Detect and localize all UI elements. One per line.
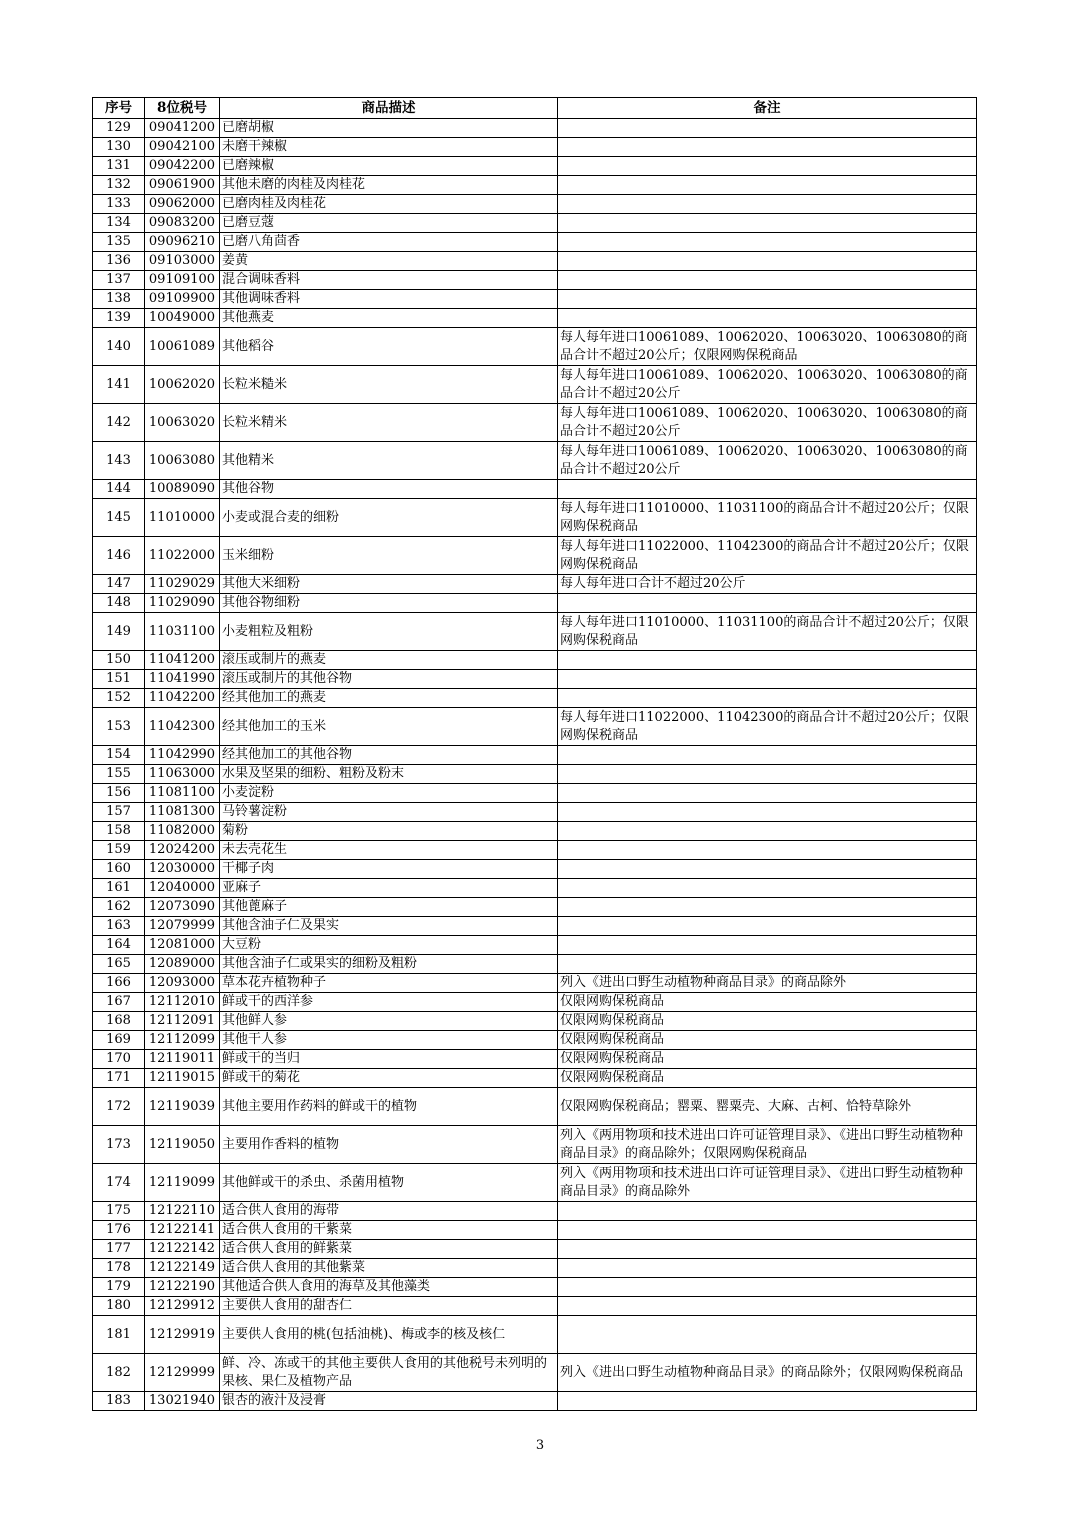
cell-seq: 154 (93, 746, 145, 765)
cell-seq: 179 (93, 1278, 145, 1297)
table-row (93, 1012, 977, 1031)
table-row (93, 993, 977, 1012)
cell-code: 12112099 (145, 1031, 220, 1050)
cell-code: 12112010 (145, 993, 220, 1012)
cell-note (558, 252, 977, 271)
table-row (93, 442, 977, 480)
cell-seq: 133 (93, 195, 145, 214)
cell-desc: 鲜或干的西洋参 (220, 993, 558, 1012)
cell-code: 11010000 (145, 499, 220, 537)
cell-note: 仅限网购保税商品 (558, 993, 977, 1012)
cell-code: 11029090 (145, 594, 220, 613)
cell-note: 列入《两用物项和技术进出口许可证管理目录》、《进出口野生动植物种商品目录》的商品除外；仅限网购保税商品 (558, 1126, 977, 1164)
cell-desc: 适合供人食用的海带 (220, 1202, 558, 1221)
cell-code: 12122190 (145, 1278, 220, 1297)
cell-desc: 未去壳花生 (220, 841, 558, 860)
cell-seq: 182 (93, 1354, 145, 1392)
cell-note (558, 138, 977, 157)
cell-code: 09103000 (145, 252, 220, 271)
cell-note (558, 1278, 977, 1297)
table-body (93, 119, 977, 1411)
cell-code: 11042990 (145, 746, 220, 765)
cell-note (558, 670, 977, 689)
cell-code: 12073090 (145, 898, 220, 917)
cell-note (558, 955, 977, 974)
cell-note (558, 290, 977, 309)
table-row (93, 708, 977, 746)
cell-seq: 155 (93, 765, 145, 784)
cell-code: 11041990 (145, 670, 220, 689)
table-row (93, 1392, 977, 1411)
cell-desc: 经其他加工的其他谷物 (220, 746, 558, 765)
header-desc: 商品描述 (220, 98, 558, 119)
cell-desc: 鲜、冷、冻或干的其他主要供人食用的其他税号未列明的果核、果仁及植物产品 (220, 1354, 558, 1392)
cell-note: 列入《进出口野生动植物种商品目录》的商品除外 (558, 974, 977, 993)
cell-seq: 131 (93, 157, 145, 176)
table-row (93, 1164, 977, 1202)
cell-desc: 滚压或制片的其他谷物 (220, 670, 558, 689)
table-row (93, 1069, 977, 1088)
table-row (93, 575, 977, 594)
cell-note: 每人每年进口11010000、11031100的商品合计不超过20公斤；仅限网购保税商品 (558, 499, 977, 537)
cell-note (558, 1392, 977, 1411)
cell-note (558, 309, 977, 328)
cell-code: 09109100 (145, 271, 220, 290)
cell-desc: 马铃薯淀粉 (220, 803, 558, 822)
cell-desc: 其他蓖麻子 (220, 898, 558, 917)
cell-desc: 主要供人食用的甜杏仁 (220, 1297, 558, 1316)
cell-code: 11031100 (145, 613, 220, 651)
cell-note (558, 879, 977, 898)
cell-code: 10063020 (145, 404, 220, 442)
cell-seq: 168 (93, 1012, 145, 1031)
cell-code: 12030000 (145, 860, 220, 879)
cell-note (558, 214, 977, 233)
cell-desc: 玉米细粉 (220, 537, 558, 575)
cell-desc: 其他谷物 (220, 480, 558, 499)
cell-code: 12089000 (145, 955, 220, 974)
cell-code: 11042300 (145, 708, 220, 746)
cell-code: 11063000 (145, 765, 220, 784)
cell-code: 12024200 (145, 841, 220, 860)
cell-note: 列入《进出口野生动植物种商品目录》的商品除外；仅限网购保税商品 (558, 1354, 977, 1392)
cell-seq: 145 (93, 499, 145, 537)
cell-desc: 其他干人参 (220, 1031, 558, 1050)
cell-code: 11081300 (145, 803, 220, 822)
cell-code: 12129919 (145, 1316, 220, 1354)
cell-seq: 156 (93, 784, 145, 803)
cell-desc: 小麦粗粒及粗粉 (220, 613, 558, 651)
cell-desc: 其他鲜人参 (220, 1012, 558, 1031)
cell-code: 12122110 (145, 1202, 220, 1221)
cell-seq: 146 (93, 537, 145, 575)
table-row (93, 271, 977, 290)
table-row (93, 480, 977, 499)
cell-note (558, 176, 977, 195)
cell-seq: 175 (93, 1202, 145, 1221)
cell-code: 12129912 (145, 1297, 220, 1316)
table-row (93, 328, 977, 366)
cell-note (558, 195, 977, 214)
table-row (93, 157, 977, 176)
cell-code: 11029029 (145, 575, 220, 594)
table-row (93, 879, 977, 898)
cell-note: 每人每年进口11022000、11042300的商品合计不超过20公斤；仅限网购保税商品 (558, 708, 977, 746)
table-row (93, 594, 977, 613)
cell-seq: 177 (93, 1240, 145, 1259)
cell-note (558, 157, 977, 176)
cell-note (558, 860, 977, 879)
cell-note: 每人每年进口10061089、10062020、10063020、10063080的商品合计不超过20公斤；仅限网购保税商品 (558, 328, 977, 366)
cell-desc: 干椰子肉 (220, 860, 558, 879)
cell-seq: 144 (93, 480, 145, 499)
table-row (93, 841, 977, 860)
table-row (93, 1240, 977, 1259)
cell-code: 12119039 (145, 1088, 220, 1126)
cell-seq: 153 (93, 708, 145, 746)
table-row (93, 1031, 977, 1050)
cell-note (558, 746, 977, 765)
cell-note (558, 936, 977, 955)
table-row (93, 404, 977, 442)
cell-note (558, 841, 977, 860)
header-seq: 序号 (93, 98, 145, 119)
cell-seq: 173 (93, 1126, 145, 1164)
cell-desc: 小麦淀粉 (220, 784, 558, 803)
cell-desc: 其他适合供人食用的海草及其他藻类 (220, 1278, 558, 1297)
cell-desc: 其他含油子仁或果实的细粉及粗粉 (220, 955, 558, 974)
cell-code: 12119099 (145, 1164, 220, 1202)
cell-code: 09042100 (145, 138, 220, 157)
table-row (93, 936, 977, 955)
cell-seq: 180 (93, 1297, 145, 1316)
cell-seq: 161 (93, 879, 145, 898)
cell-code: 09042200 (145, 157, 220, 176)
cell-note (558, 765, 977, 784)
cell-code: 10089090 (145, 480, 220, 499)
cell-code: 12122142 (145, 1240, 220, 1259)
cell-code: 12129999 (145, 1354, 220, 1392)
cell-note (558, 898, 977, 917)
cell-desc: 其他精米 (220, 442, 558, 480)
cell-desc: 主要用作香料的植物 (220, 1126, 558, 1164)
table-row (93, 1088, 977, 1126)
table-row (93, 252, 977, 271)
cell-desc: 大豆粉 (220, 936, 558, 955)
cell-code: 09041200 (145, 119, 220, 138)
cell-note: 每人每年进口合计不超过20公斤 (558, 575, 977, 594)
cell-note (558, 1316, 977, 1354)
cell-note (558, 1240, 977, 1259)
table-row (93, 1221, 977, 1240)
table-row (93, 1259, 977, 1278)
table-row (93, 651, 977, 670)
table-row (93, 1316, 977, 1354)
cell-seq: 174 (93, 1164, 145, 1202)
cell-note (558, 822, 977, 841)
cell-code: 12119015 (145, 1069, 220, 1088)
table-row (93, 860, 977, 879)
cell-note (558, 784, 977, 803)
table-row (93, 233, 977, 252)
table-row (93, 613, 977, 651)
table-row (93, 309, 977, 328)
header-note: 备注 (558, 98, 977, 119)
table-row (93, 1126, 977, 1164)
header-code: 8位税号 (145, 98, 220, 119)
cell-seq: 141 (93, 366, 145, 404)
cell-code: 12040000 (145, 879, 220, 898)
cell-seq: 170 (93, 1050, 145, 1069)
cell-code: 11082000 (145, 822, 220, 841)
table-row (93, 822, 977, 841)
cell-note: 列入《两用物项和技术进出口许可证管理目录》、《进出口野生动植物种商品目录》的商品除外 (558, 1164, 977, 1202)
cell-seq: 139 (93, 309, 145, 328)
table-row (93, 746, 977, 765)
cell-code: 09061900 (145, 176, 220, 195)
cell-note: 仅限网购保税商品；罂粟、罂粟壳、大麻、古柯、恰特草除外 (558, 1088, 977, 1126)
table-row (93, 784, 977, 803)
cell-code: 12122141 (145, 1221, 220, 1240)
cell-seq: 164 (93, 936, 145, 955)
cell-note (558, 271, 977, 290)
cell-seq: 142 (93, 404, 145, 442)
cell-note (558, 1259, 977, 1278)
table-row (93, 917, 977, 936)
table-row (93, 176, 977, 195)
cell-code: 12079999 (145, 917, 220, 936)
table-row (93, 803, 977, 822)
cell-seq: 147 (93, 575, 145, 594)
cell-seq: 169 (93, 1031, 145, 1050)
table-row (93, 1202, 977, 1221)
cell-seq: 181 (93, 1316, 145, 1354)
cell-code: 09062000 (145, 195, 220, 214)
cell-seq: 158 (93, 822, 145, 841)
table-row (93, 195, 977, 214)
cell-seq: 149 (93, 613, 145, 651)
table-row (93, 214, 977, 233)
cell-seq: 132 (93, 176, 145, 195)
cell-desc: 鲜或干的当归 (220, 1050, 558, 1069)
table-row (93, 290, 977, 309)
table-row (93, 670, 977, 689)
cell-desc: 其他主要用作药料的鲜或干的植物 (220, 1088, 558, 1126)
cell-note (558, 1202, 977, 1221)
cell-desc: 其他谷物细粉 (220, 594, 558, 613)
cell-code: 11022000 (145, 537, 220, 575)
cell-code: 09083200 (145, 214, 220, 233)
cell-seq: 129 (93, 119, 145, 138)
cell-desc: 草本花卉植物种子 (220, 974, 558, 993)
cell-desc: 其他含油子仁及果实 (220, 917, 558, 936)
cell-seq: 163 (93, 917, 145, 936)
table-row (93, 499, 977, 537)
cell-desc: 其他稻谷 (220, 328, 558, 366)
cell-note (558, 689, 977, 708)
cell-seq: 134 (93, 214, 145, 233)
cell-note (558, 803, 977, 822)
cell-seq: 150 (93, 651, 145, 670)
cell-desc: 经其他加工的玉米 (220, 708, 558, 746)
cell-seq: 143 (93, 442, 145, 480)
table-row (93, 119, 977, 138)
table-row (93, 1354, 977, 1392)
cell-note (558, 480, 977, 499)
cell-seq: 160 (93, 860, 145, 879)
cell-code: 11041200 (145, 651, 220, 670)
cell-note: 每人每年进口11010000、11031100的商品合计不超过20公斤；仅限网购保税商品 (558, 613, 977, 651)
cell-code: 11081100 (145, 784, 220, 803)
cell-desc: 混合调味香料 (220, 271, 558, 290)
cell-seq: 159 (93, 841, 145, 860)
cell-desc: 未磨干辣椒 (220, 138, 558, 157)
cell-seq: 137 (93, 271, 145, 290)
cell-code: 10063080 (145, 442, 220, 480)
cell-seq: 167 (93, 993, 145, 1012)
cell-seq: 183 (93, 1392, 145, 1411)
cell-desc: 主要供人食用的桃(包括油桃)、梅或李的核及核仁 (220, 1316, 558, 1354)
cell-note: 仅限网购保税商品 (558, 1031, 977, 1050)
cell-desc: 长粒米精米 (220, 404, 558, 442)
table-row (93, 537, 977, 575)
cell-desc: 已磨肉桂及肉桂花 (220, 195, 558, 214)
cell-desc: 已磨胡椒 (220, 119, 558, 138)
table-row (93, 1297, 977, 1316)
cell-note (558, 917, 977, 936)
cell-desc: 已磨八角茴香 (220, 233, 558, 252)
cell-note (558, 1297, 977, 1316)
cell-note: 每人每年进口10061089、10062020、10063020、10063080的商品合计不超过20公斤 (558, 442, 977, 480)
cell-note (558, 119, 977, 138)
table-row (93, 689, 977, 708)
cell-desc: 亚麻子 (220, 879, 558, 898)
cell-note: 仅限网购保税商品 (558, 1050, 977, 1069)
cell-seq: 178 (93, 1259, 145, 1278)
cell-desc: 姜黄 (220, 252, 558, 271)
cell-seq: 136 (93, 252, 145, 271)
cell-code: 11042200 (145, 689, 220, 708)
cell-desc: 水果及坚果的细粉、粗粉及粉末 (220, 765, 558, 784)
cell-code: 12081000 (145, 936, 220, 955)
cell-seq: 138 (93, 290, 145, 309)
table-row (93, 974, 977, 993)
cell-seq: 171 (93, 1069, 145, 1088)
cell-desc: 其他未磨的肉桂及肉桂花 (220, 176, 558, 195)
cell-seq: 140 (93, 328, 145, 366)
cell-code: 13021940 (145, 1392, 220, 1411)
table-row (93, 1278, 977, 1297)
cell-code: 10062020 (145, 366, 220, 404)
cell-note: 每人每年进口10061089、10062020、10063020、10063080的商品合计不超过20公斤 (558, 366, 977, 404)
cell-seq: 176 (93, 1221, 145, 1240)
cell-desc: 适合供人食用的干紫菜 (220, 1221, 558, 1240)
cell-seq: 172 (93, 1088, 145, 1126)
cell-note (558, 594, 977, 613)
page-number: 3 (535, 1438, 545, 1453)
cell-seq: 162 (93, 898, 145, 917)
cell-code: 10049000 (145, 309, 220, 328)
table-header-row (93, 98, 977, 119)
table-row (93, 955, 977, 974)
table-row (93, 138, 977, 157)
tariff-table (92, 97, 977, 1411)
cell-desc: 其他鲜或干的杀虫、杀菌用植物 (220, 1164, 558, 1202)
cell-seq: 152 (93, 689, 145, 708)
cell-seq: 151 (93, 670, 145, 689)
cell-desc: 其他调味香料 (220, 290, 558, 309)
cell-desc: 已磨辣椒 (220, 157, 558, 176)
cell-desc: 长粒米糙米 (220, 366, 558, 404)
cell-code: 09109900 (145, 290, 220, 309)
cell-note (558, 233, 977, 252)
table-row (93, 765, 977, 784)
cell-code: 12119011 (145, 1050, 220, 1069)
cell-desc: 经其他加工的燕麦 (220, 689, 558, 708)
table-row (93, 1050, 977, 1069)
cell-seq: 157 (93, 803, 145, 822)
cell-note: 仅限网购保税商品 (558, 1069, 977, 1088)
cell-note (558, 1221, 977, 1240)
cell-code: 10061089 (145, 328, 220, 366)
cell-desc: 适合供人食用的鲜紫菜 (220, 1240, 558, 1259)
table-row (93, 366, 977, 404)
table-row (93, 898, 977, 917)
cell-seq: 135 (93, 233, 145, 252)
cell-code: 12119050 (145, 1126, 220, 1164)
cell-desc: 其他燕麦 (220, 309, 558, 328)
cell-seq: 148 (93, 594, 145, 613)
cell-note: 每人每年进口10061089、10062020、10063020、10063080的商品合计不超过20公斤 (558, 404, 977, 442)
cell-desc: 菊粉 (220, 822, 558, 841)
cell-desc: 银杏的液汁及浸膏 (220, 1392, 558, 1411)
cell-note (558, 651, 977, 670)
cell-seq: 165 (93, 955, 145, 974)
cell-desc: 已磨豆蔻 (220, 214, 558, 233)
cell-code: 12122149 (145, 1259, 220, 1278)
cell-code: 09096210 (145, 233, 220, 252)
cell-desc: 适合供人食用的其他紫菜 (220, 1259, 558, 1278)
cell-seq: 130 (93, 138, 145, 157)
cell-desc: 小麦或混合麦的细粉 (220, 499, 558, 537)
cell-desc: 其他大米细粉 (220, 575, 558, 594)
cell-code: 12093000 (145, 974, 220, 993)
cell-seq: 166 (93, 974, 145, 993)
cell-note: 仅限网购保税商品 (558, 1012, 977, 1031)
cell-note: 每人每年进口11022000、11042300的商品合计不超过20公斤；仅限网购保税商品 (558, 537, 977, 575)
cell-desc: 滚压或制片的燕麦 (220, 651, 558, 670)
cell-code: 12112091 (145, 1012, 220, 1031)
cell-desc: 鲜或干的菊花 (220, 1069, 558, 1088)
